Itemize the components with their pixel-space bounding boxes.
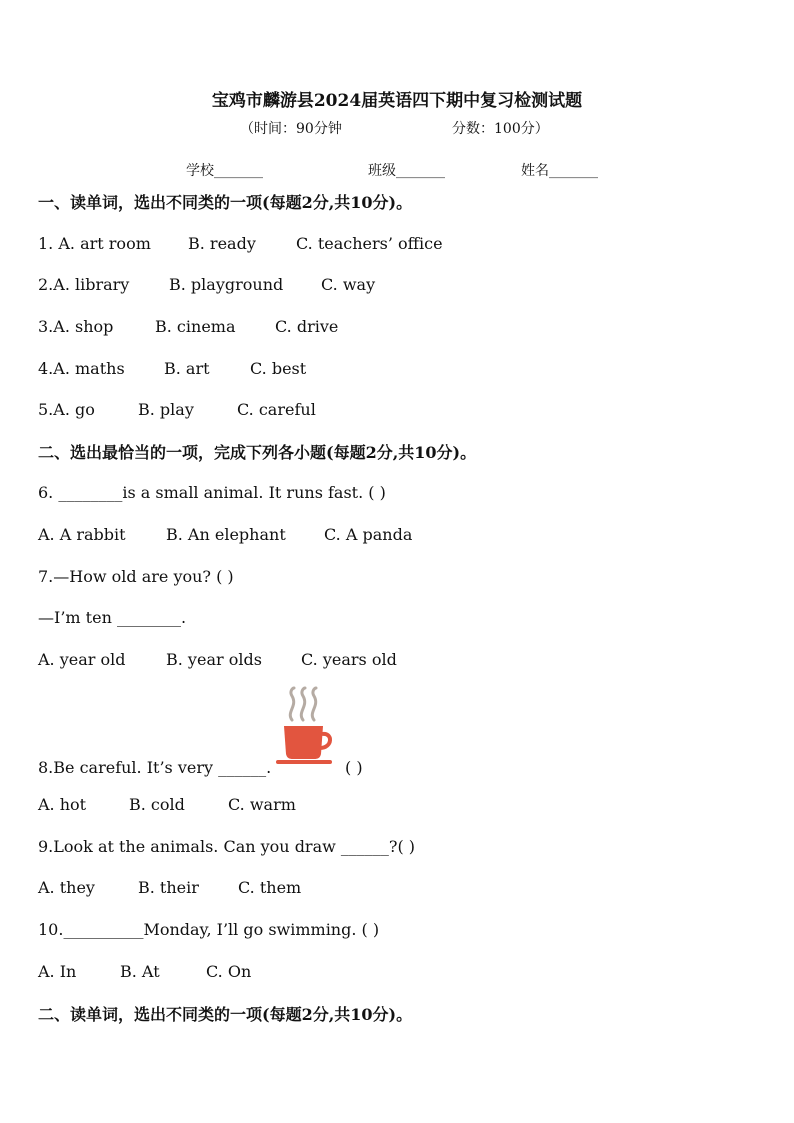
q2-option-a: 2.A. library xyxy=(38,275,130,294)
q4-option-a: 4.A. maths xyxy=(38,359,125,378)
q7-option-b: B. year olds xyxy=(166,650,262,669)
q6-option-c: C. A panda xyxy=(324,525,413,544)
q5-option-b: B. play xyxy=(138,400,194,419)
q7-stem: 7.—How old are you? ( ) xyxy=(38,567,234,586)
section-2-heading: 二、选出最恰当的一项，完成下列各小题(每题2分,共10分)。 xyxy=(38,443,477,462)
school-field: 学校_______ xyxy=(186,163,263,179)
q5-option-c: C. careful xyxy=(237,400,316,419)
q8-option-c: C. warm xyxy=(228,795,296,814)
class-field: 班级_______ xyxy=(368,163,445,179)
q8-option-b: B. cold xyxy=(129,795,185,814)
q7-answer: —I’m ten ________. xyxy=(38,608,187,627)
q8-paren: ( ) xyxy=(345,758,363,777)
exam-time: （时间：90分钟 xyxy=(240,121,342,137)
q6-option-b: B. An elephant xyxy=(166,525,286,544)
section-3-heading: 二、读单词，选出不同类的一项(每题2分,共10分)。 xyxy=(38,1005,413,1024)
q9-option-a: A. they xyxy=(38,878,95,897)
q1-option-b: B. ready xyxy=(188,234,256,253)
q7-option-a: A. year old xyxy=(38,650,126,669)
page-title: 宝鸡市麟游县2024届英语四下期中复习检测试题 xyxy=(211,91,583,111)
hot-cup-icon xyxy=(275,686,335,768)
q1-option-a: 1. A. art room xyxy=(38,234,151,253)
q10-option-b: B. At xyxy=(120,962,160,981)
q1-option-c: C. teachers’ office xyxy=(296,234,443,253)
q4-option-c: C. best xyxy=(250,359,307,378)
q6-option-a: A. A rabbit xyxy=(38,525,126,544)
q6-stem: 6. ________is a small animal. It runs fast. ( ) xyxy=(38,483,386,502)
q10-option-c: C. On xyxy=(206,962,252,981)
q8-option-a: A. hot xyxy=(38,795,87,814)
q3-option-b: B. cinema xyxy=(155,317,236,336)
q2-option-c: C. way xyxy=(321,275,376,294)
q2-option-b: B. playground xyxy=(169,275,284,294)
q8-stem: 8.Be careful. It’s very ______. xyxy=(38,758,272,777)
q3-option-a: 3.A. shop xyxy=(38,317,114,336)
q3-option-c: C. drive xyxy=(275,317,339,336)
q9-option-b: B. their xyxy=(138,878,199,897)
section-1-heading: 一、读单词，选出不同类的一项(每题2分,共10分)。 xyxy=(38,193,413,212)
name-field: 姓名_______ xyxy=(521,163,598,179)
q4-option-b: B. art xyxy=(164,359,210,378)
q7-option-c: C. years old xyxy=(301,650,397,669)
q10-stem: 10.__________Monday, I’ll go swimming. ( ) xyxy=(38,920,380,939)
q10-option-a: A. In xyxy=(38,962,77,981)
exam-score: 分数：100分） xyxy=(452,121,549,137)
q9-option-c: C. them xyxy=(238,878,302,897)
q9-stem: 9.Look at the animals. Can you draw ______?( ) xyxy=(38,837,416,856)
q5-option-a: 5.A. go xyxy=(38,400,95,419)
